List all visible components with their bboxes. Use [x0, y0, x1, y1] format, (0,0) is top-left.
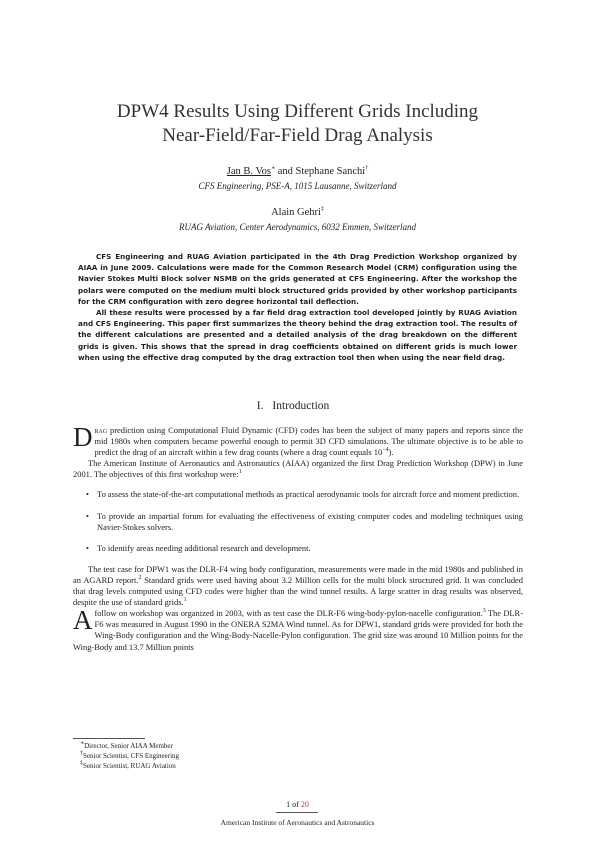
- bullet-icon: •: [86, 542, 89, 553]
- dropcap-a: A: [73, 605, 93, 636]
- footnote-item: [80, 761, 179, 771]
- title-line-1: DPW4 Results Using Different Grids Including: [116, 101, 479, 122]
- page-of: of: [290, 800, 301, 809]
- objectives-list: [73, 489, 523, 553]
- ref-2: 2: [138, 575, 142, 582]
- intro-paragraph-1: [73, 422, 523, 458]
- bullet-icon: •: [86, 489, 89, 500]
- abstract-paragraph-1: CFS Engineering and RUAG Aviation participated in the 4th Drag Prediction Workshop organized by AIAA in June 2009. Calculations were made for the Common Research Model (CRM) configuration using the Navier Stokes Multi Block solver NSMB on the grids generated at CFS Engineering. After the workshop the polars were computed on the medium multi block structured grids provided by other workshop participants for the CRM configuration with zero degree horizontal tail deflection.: [78, 252, 517, 306]
- ref-1: 1: [238, 469, 242, 476]
- footnote-item: [80, 741, 179, 751]
- list-item-text: To provide an impartial forum for evaluating the effectiveness of existing computer codes and modeling techniques using Navier-Stokes solvers.: [97, 510, 523, 532]
- list-item: [73, 511, 523, 533]
- title-line-2: Near-Field/Far-Field Drag Analysis: [162, 125, 433, 146]
- list-item: [73, 543, 523, 554]
- author-names-rest: and Stephane Sanchi: [275, 166, 366, 177]
- abstract: [78, 251, 517, 363]
- author2-footnote-mark: †: [365, 165, 369, 172]
- dropcap-d: D: [73, 422, 93, 452]
- author1-footnote-mark: ∗: [271, 165, 276, 172]
- smallcaps-rag: rag: [94, 425, 108, 435]
- footnote-mark: †: [80, 750, 83, 757]
- ref-1b: 1: [183, 597, 187, 604]
- section-title: Introduction: [272, 400, 330, 412]
- intro-paragraph-2: [73, 458, 523, 480]
- body-text: [73, 422, 523, 653]
- author-block-2: [0, 207, 595, 232]
- society-footer: American Institute of Aeronautics and Astronautics: [220, 818, 375, 827]
- author-link-vos[interactable]: Jan B. Vos: [226, 166, 272, 177]
- footnotes: [80, 741, 179, 771]
- author-block-1: [0, 166, 595, 191]
- section-heading: [0, 400, 595, 412]
- affiliation-cfs: CFS Engineering, PSE-A, 1015 Lausanne, Switzerland: [198, 181, 397, 191]
- intro-p4-rest: The DLR-F6 was measured in August 1990 in the ONERA S2MA Wind tunnel. As for DPW1, standard grids were provided for both the Wing-Body configuration and the Wing-Body-Nacelle-Pylon configuration. The grid size was around 10 Million points for the Wing-Body and 13.7 Million points: [73, 608, 523, 652]
- list-item: [73, 489, 523, 500]
- intro-p2-text: The American Institute of Aeronautics and Astronautics (AIAA) organized the first Drag Prediction Workshop (DPW) in June 2001. The objectives of this first workshop were:: [73, 458, 523, 480]
- footnote-mark: ‡: [80, 760, 83, 767]
- footnote-text: Senior Scientist, CFS Engineering: [83, 752, 180, 760]
- page-number-rule: [276, 812, 318, 813]
- bullet-icon: •: [86, 510, 89, 521]
- footnote-item: [80, 751, 179, 761]
- footnote-text: Director, Senior AIAA Member: [84, 742, 173, 750]
- list-item-text: To identify areas needing additional research and development.: [97, 542, 311, 553]
- page-number: [0, 800, 595, 809]
- page-current: 1: [286, 800, 291, 809]
- exponent: −4: [382, 447, 389, 454]
- section-number: I.: [256, 400, 264, 412]
- footnote-rule: [73, 738, 145, 739]
- paper-title: [0, 100, 595, 148]
- ref-3: 3: [482, 608, 486, 615]
- intro-p3-rest: Standard grids were used having about 3.2 Million cells for the multi block structured grid. It was concluded that drag levels computed using CFD codes were higher than the wind tunnel results. A large scatter in drag results was observed, despite the use of standard grids.: [73, 574, 523, 608]
- footnote-mark: ∗: [80, 740, 85, 747]
- author3-footnote-mark: ‡: [320, 206, 324, 213]
- intro-p4-text: follow on workshop was organized in 2003, with as test case the DLR-F6 wing-body-pylon-nacelle configuration.: [94, 608, 483, 619]
- footnote-text: Senior Scientist, RUAG Aviation: [83, 762, 176, 770]
- intro-p3-text: The test case for DPW1 was the DLR-F4 wing body configuration, measurements were made in the mid 1980s and published in an AGARD report.: [73, 563, 523, 585]
- author-gehri: Alain Gehri: [271, 207, 321, 218]
- page-total-link[interactable]: 20: [300, 800, 309, 809]
- intro-p1-text: prediction using Computational Fluid Dynamic (CFD) codes has been the subject of many papers and reports since the mid 1980s when computers became powerful enough to permit 3D CFD simulations. The ultimate objective is to be able to predict the drag of an aircraft within a few drag counts (where a drag count equals 10: [94, 425, 523, 458]
- intro-paragraph-3: [73, 564, 523, 608]
- intro-p1-end: ).: [388, 447, 394, 458]
- list-item-text: To assess the state-of-the-art computational methods as practical aerodynamic tools for aircraft force and moment prediction.: [97, 489, 520, 500]
- intro-paragraph-4: [73, 605, 523, 652]
- affiliation-ruag: RUAG Aviation, Center Aerodynamics, 6032 Emmen, Switzerland: [178, 222, 417, 232]
- abstract-paragraph-2: All these results were processed by a far field drag extraction tool developed jointly by RUAG Aviation and CFS Engineering. This paper first summarizes the theory behind the drag extraction tool. The results of the different calculations are presented and a detailed analysis of the drag breakdown on the different grids is given. This shows that the spread in drag coefficients obtained on different grids is much lower when using the effective drag computed by the drag extraction tool then when using the near field drag.: [78, 308, 517, 362]
